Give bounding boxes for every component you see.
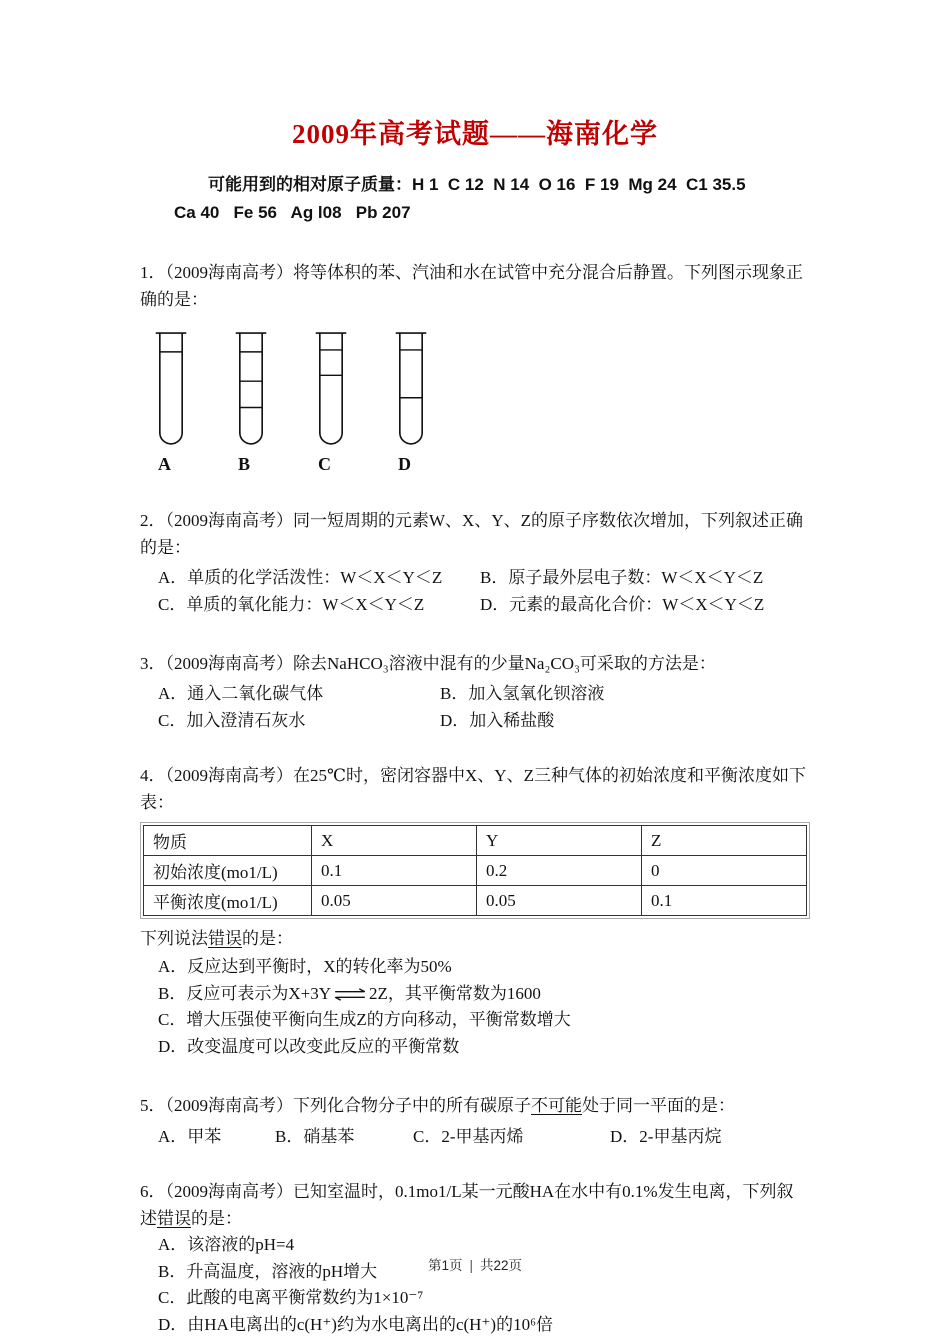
- test-tube-drawing: [390, 327, 432, 451]
- q6-option-d: D．由HA电离出的c(H⁺)约为水电离出的c(H⁺)的10⁶倍: [158, 1314, 553, 1334]
- table-cell: 0.05: [312, 886, 477, 916]
- q4-option-c: C．增大压强使平衡向生成Z的方向移动，平衡常数增大: [158, 1010, 571, 1029]
- q2-options: [140, 564, 810, 618]
- q4-stem-post: 的是：: [242, 929, 293, 948]
- q2-option-b: B．原子最外层电子数：W＜X＜Y＜Z: [480, 568, 764, 587]
- q3-option-a: A．通入二氧化碳气体: [158, 684, 324, 703]
- table-cell: 0.1: [312, 856, 477, 886]
- table-header-cell: Z: [642, 826, 807, 856]
- table-cell: 0.2: [477, 856, 642, 886]
- table-header-cell: Y: [477, 826, 642, 856]
- q5-option-b: B．硝基苯: [275, 1127, 355, 1146]
- total-pages: 共22页: [480, 1258, 523, 1273]
- q4-option-d: D．改变温度可以改变此反应的平衡常数: [158, 1036, 460, 1056]
- page-number: 第1页: [427, 1258, 463, 1273]
- footer-separator: |: [469, 1258, 473, 1273]
- table-cell: 平衡浓度(mo1/L): [144, 886, 312, 916]
- q5-stem-pre: 5．（2009海南高考）下列化合物分子中的所有碳原子: [140, 1096, 531, 1115]
- table-cell: 0.05: [477, 886, 642, 916]
- masses-values-1: H 1 C 12 N 14 O 16 F 19 Mg 24 C1 35.5: [412, 175, 746, 194]
- q5-option-a: A．甲苯: [158, 1127, 222, 1146]
- q4-stem: [140, 925, 810, 952]
- table-row: [144, 886, 807, 916]
- q4-option-a: A．反应达到平衡时，X的转化率为50%: [158, 957, 452, 976]
- table-header-cell: 物质: [144, 826, 312, 856]
- q6-option-a: A．该溶液的pH=4: [158, 1235, 295, 1254]
- test-tube-d: [390, 327, 432, 475]
- q4-prompt: 4．（2009海南高考）在25℃时，密闭容器中X、Y、Z三种气体的初始浓度和平衡浓度如下表：: [140, 766, 806, 812]
- q2-option-a: A．单质的化学活泼性：W＜X＜Y＜Z: [158, 568, 443, 587]
- table-cell: 0.1: [642, 886, 807, 916]
- q3-option-d: D．加入稀盐酸: [440, 711, 555, 730]
- test-tube-drawing: [230, 327, 272, 451]
- question-1: [140, 259, 810, 475]
- q6-stem-pre: 6．（2009海南高考）已知室温时，0.1mo1/L某一元酸HA在水中有0.1%发生电离，下列叙述: [140, 1182, 794, 1228]
- q4-option-b: [140, 981, 810, 1008]
- page-footer: [0, 1254, 950, 1274]
- table-header-row: [144, 826, 807, 856]
- q5-stem-post: 处于同一平面的是：: [582, 1096, 735, 1115]
- test-tube-drawing: [310, 327, 352, 451]
- q2-option-c: C．单质的氧化能力：W＜X＜Y＜Z: [158, 595, 425, 614]
- q5-stem: [140, 1092, 810, 1119]
- q2-prompt: 2．（2009海南高考）同一短周期的元素W、X、Y、Z的原子序数依次增加，下列叙述正确的是：: [140, 511, 803, 557]
- question-4: [140, 762, 810, 1060]
- q5-option-c: C．2-甲基丙烯: [413, 1127, 524, 1146]
- concentration-table-border: [140, 822, 810, 919]
- table-header-cell: X: [312, 826, 477, 856]
- table-row: [144, 856, 807, 886]
- tube-label: A: [158, 454, 171, 474]
- page-title: 2009年高考试题——海南化学: [292, 119, 658, 149]
- q3-prompt: 3．（2009海南高考）除去NaHCO₃溶液中混有的少量Na₂CO₃可采取的方法是：: [140, 654, 716, 673]
- q6-option-b: B．升高温度，溶液的pH增大: [158, 1261, 378, 1281]
- q6-stem-underlined: 错误: [157, 1209, 191, 1228]
- q3-options: [140, 680, 810, 734]
- test-tube-a: [150, 327, 192, 475]
- masses-label: 可能用到的相对原子质量：: [208, 175, 412, 194]
- question-5: [140, 1092, 810, 1150]
- test-tube-c: [310, 327, 352, 475]
- atomic-masses-line2: Ca 40 Fe 56 Ag l08 Pb 207: [174, 203, 411, 222]
- q4-stem-pre: 下列说法: [140, 929, 208, 948]
- test-tube-b: [230, 327, 272, 475]
- atomic-masses-line1: [140, 171, 810, 199]
- q4-option-b-post: 2Z，其平衡常数为1600: [368, 983, 541, 1003]
- tube-label: D: [398, 454, 411, 474]
- test-tube-diagram: [150, 327, 810, 475]
- test-tube-drawing: [150, 327, 192, 451]
- q4-option-b-pre: B．反应可表示为X+3Y: [158, 983, 331, 1003]
- q1-prompt: 1．（2009海南高考）将等体积的苯、汽油和水在试管中充分混合后静置。下列图示现象正确的是：: [140, 263, 803, 309]
- table-cell: 初始浓度(mo1/L): [144, 856, 312, 886]
- question-2: [140, 507, 810, 618]
- tube-label: B: [238, 454, 251, 474]
- q2-option-d: D．元素的最高化合价：W＜X＜Y＜Z: [480, 595, 765, 614]
- q4-stem-underlined: 错误: [208, 929, 242, 948]
- tube-label: C: [318, 454, 331, 474]
- q5-options: [140, 1123, 810, 1150]
- q6-stem: [140, 1178, 810, 1232]
- q5-stem-underlined: 不可能: [531, 1096, 582, 1115]
- q3-option-b: B．加入氢氧化钡溶液: [440, 684, 605, 703]
- q6-stem-post: 的是：: [191, 1209, 242, 1228]
- q6-option-c: C．此酸的电离平衡常数约为1×10⁻⁷: [158, 1288, 424, 1307]
- concentration-table: [143, 825, 807, 916]
- question-3: [140, 650, 810, 734]
- q5-option-d: D．2-甲基丙烷: [610, 1127, 722, 1146]
- q3-option-c: C．加入澄清石灰水: [158, 711, 306, 730]
- table-cell: 0: [642, 856, 807, 886]
- equilibrium-arrow-icon: [333, 988, 367, 1001]
